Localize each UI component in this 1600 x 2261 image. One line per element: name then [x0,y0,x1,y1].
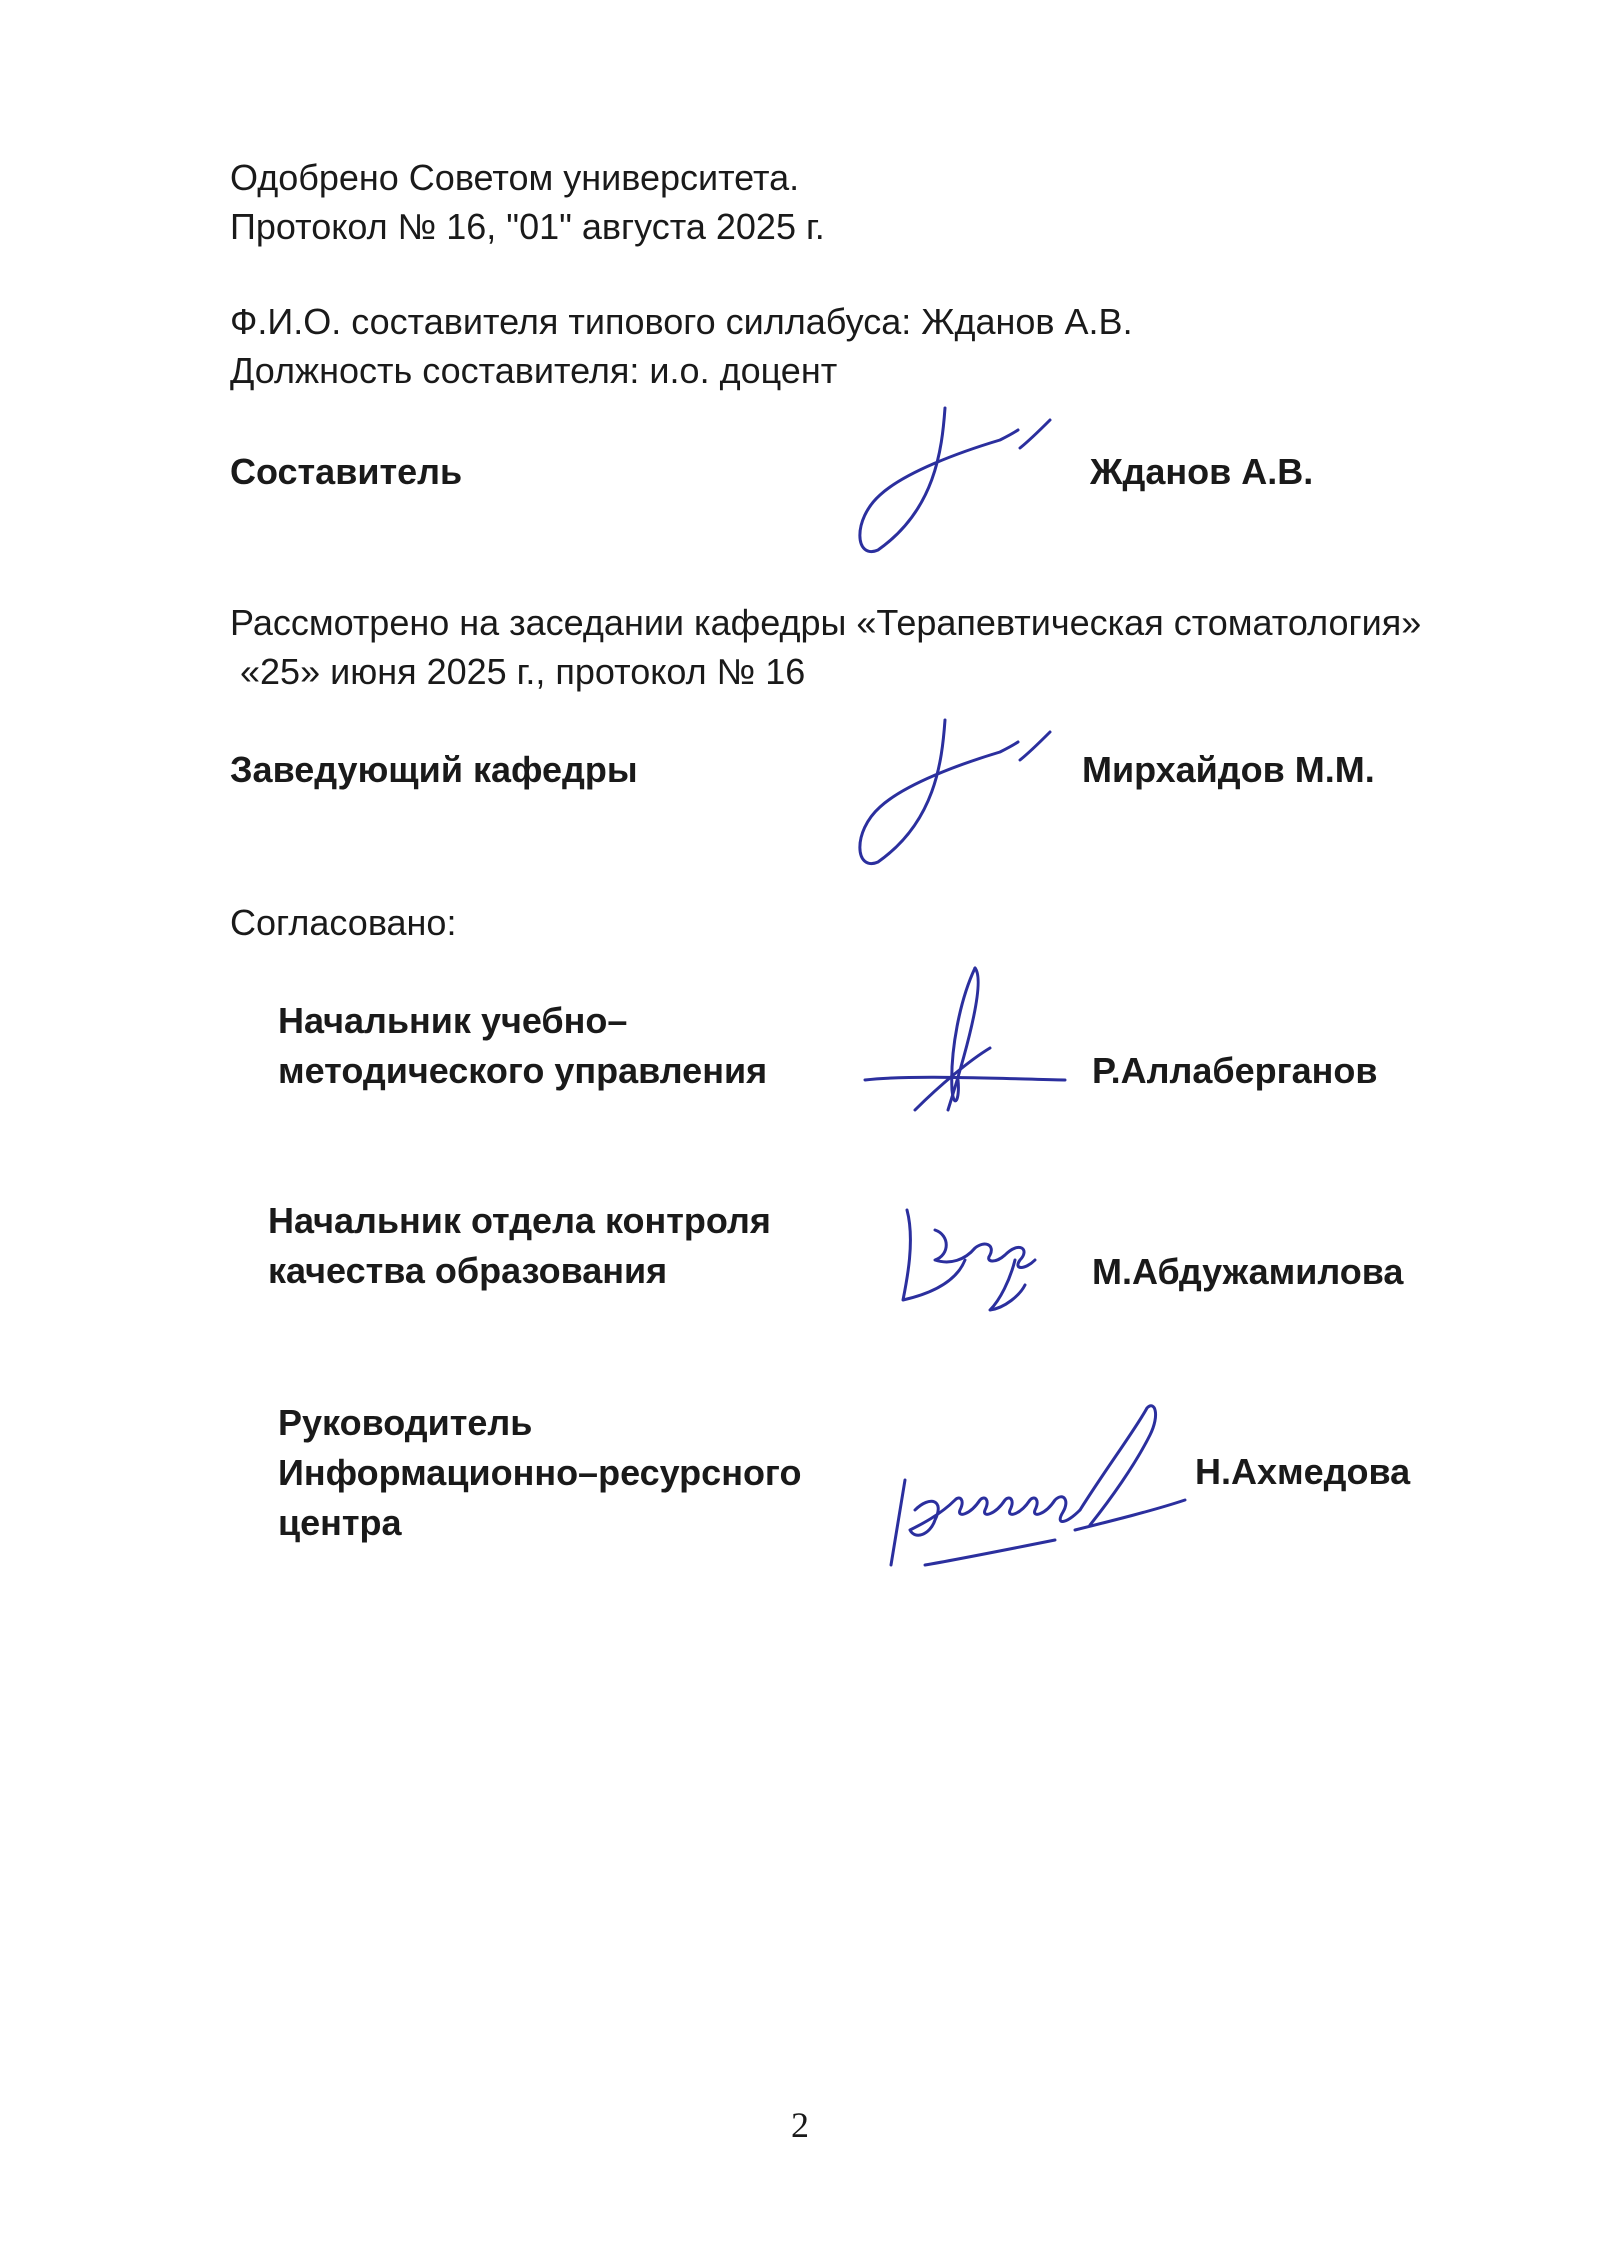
agreed-label: Согласовано: [230,902,457,943]
signatory-3-signature [885,1400,1205,1580]
signatory-1-role: Начальник учебно– методического управления [278,1000,768,1091]
approval-line-1: Одобрено Советом университета. [230,157,800,198]
signatory-1-person: Р.Аллаберганов [1092,1050,1378,1091]
department-role-label: Заведующий кафедры [230,749,638,790]
compiler-signature [850,400,1070,560]
department-signature [850,712,1070,872]
signatory-3-role: Руководитель Информационно–ресурсного центра [278,1402,802,1543]
compiler-person: Жданов А.В. [1090,451,1314,492]
signatory-3-person: Н.Ахмедова [1195,1451,1411,1492]
department-line-1: Рассмотрено на заседании кафедры «Терапевтическая стоматология» [230,602,1422,643]
page-number: 2 [791,2105,809,2145]
compiler-name-line: Ф.И.О. составителя типового силлабуса: Жданов А.В. [230,301,1133,342]
signatory-2-signature [895,1200,1075,1320]
signatory-1-signature [860,960,1070,1120]
department-line-2: «25» июня 2025 г., протокол № 16 [240,651,806,692]
department-person: Мирхайдов М.М. [1082,749,1375,790]
compiler-position-line: Должность составителя: и.о. доцент [230,350,838,391]
compiler-role-label: Составитель [230,451,463,492]
approval-line-2: Протокол № 16, "01" августа 2025 г. [230,206,825,247]
signatory-2-role: Начальник отдела контроля качества образования [268,1200,771,1291]
signatory-2-person: М.Абдужамилова [1092,1251,1404,1292]
